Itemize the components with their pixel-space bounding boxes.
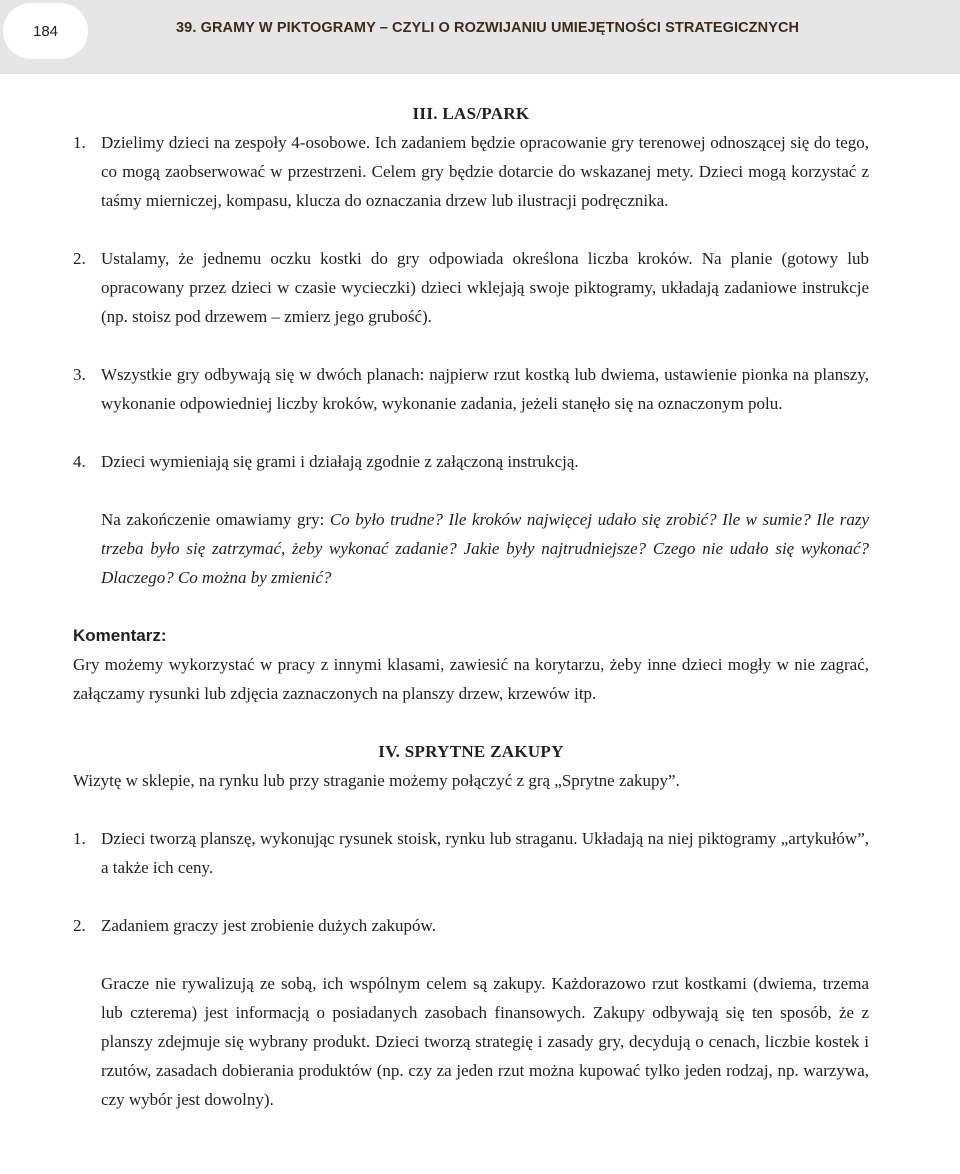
page-number: 184 bbox=[3, 3, 88, 59]
comment-heading: Komentarz: bbox=[73, 626, 167, 645]
summary-paragraph bbox=[73, 505, 869, 592]
list-item bbox=[73, 244, 869, 331]
section-title-smart-shopping: IV. SPRYTNE ZAKUPY bbox=[378, 742, 564, 761]
section-title-forest-park: III. LAS/PARK bbox=[412, 104, 530, 123]
list-item bbox=[73, 360, 869, 418]
comment-text: Gry możemy wykorzystać w pracy z innymi klasami, zawiesić na korytarzu, żeby inne dzieci mogły w nie zagrać, załączamy rysunki lub zdjęcia zaznaczonych na planszy drzew, krzewów itp. bbox=[73, 655, 869, 703]
list-text: Ustalamy, że jednemu oczku kostki do gry odpowiada określona liczba kroków. Na planie (gotowy lub opracowany przez dzieci w czasie wycieczki) dzieci wklejają swoje piktogramy, układają zadaniowe instrukcje (np. stoisz pod drzewem – zmierz jego grubość). bbox=[101, 249, 869, 326]
continuation-paragraph: Gracze nie rywalizują ze sobą, ich wspólnym celem są zakupy. Każdorazowo rzut kostkami (dwiema, trzema lub czterema) jest informacją o posiadanych zasobach finansowych. Zakupy odbywają się ten sposób, że z planszy zdejmuje się wybrany produkt. Dzieci tworzą strategię i zasady gry, decydują o cenach, liczbie kostek i rzutów, zasadach dobierania produktów (np. czy za jeden rzut można kupować tylko jeden rodzaj, np. warzywa, czy wybór jest dowolny). bbox=[101, 974, 869, 1109]
list-item bbox=[73, 128, 869, 215]
list-text: Dzieci tworzą planszę, wykonując rysunek stoisk, rynku lub straganu. Układają na niej piktogramy „artykułów”, a także ich ceny. bbox=[101, 829, 869, 877]
list-number: 2. bbox=[73, 249, 86, 268]
list-text: Dzielimy dzieci na zespoły 4-osobowe. Ich zadaniem będzie opracowanie gry terenowej odnoszącej się do tego, co mogą zaobserwować w przestrzeni. Celem gry będzie dotarcie do wskazanej mety. Dzieci mogą korzystać z taśmy mierniczej, kompasu, klucza do oznaczania drzew lub ilustracji podręcznika. bbox=[101, 133, 869, 210]
list-number: 1. bbox=[73, 133, 86, 152]
list-number: 4. bbox=[73, 452, 86, 471]
list-text: Zadaniem graczy jest zrobienie dużych zakupów. bbox=[101, 916, 436, 935]
list-item bbox=[73, 824, 869, 882]
list-text: Wszystkie gry odbywają się w dwóch planach: najpierw rzut kostką lub dwiema, ustawienie pionka na planszy, wykonanie odpowiedniej liczby kroków, wykonanie zadania, jeżeli stanęło się na oznaczonym polu. bbox=[101, 365, 869, 413]
summary-questions: Co było trudne? Ile kroków najwięcej udało się zrobić? Ile w sumie? Ile razy trzeba było się zatrzymać, żeby wykonać zadanie? Jakie były najtrudniejsze? Czego nie udało się wykonać? Dlaczego? Co można by zmienić? bbox=[101, 510, 870, 587]
running-title: 39. GRAMY W PIKTOGRAMY – CZYLI O ROZWIJANIU UMIEJĘTNOŚCI STRATEGICZNYCH bbox=[176, 20, 800, 36]
page-header bbox=[0, 0, 960, 74]
summary-intro: Na zakończenie omawiamy gry: bbox=[101, 510, 330, 529]
list-number: 3. bbox=[73, 365, 86, 384]
list-number: 2. bbox=[73, 916, 86, 935]
page-content bbox=[73, 99, 869, 1114]
list-text: Dzieci wymieniają się grami i działają zgodnie z załączoną instrukcją. bbox=[101, 452, 579, 471]
section-intro: Wizytę w sklepie, na rynku lub przy straganie możemy połączyć z grą „Sprytne zakupy”. bbox=[73, 771, 680, 790]
list-number: 1. bbox=[73, 829, 86, 848]
list-item bbox=[73, 911, 869, 940]
list-item bbox=[73, 447, 869, 476]
